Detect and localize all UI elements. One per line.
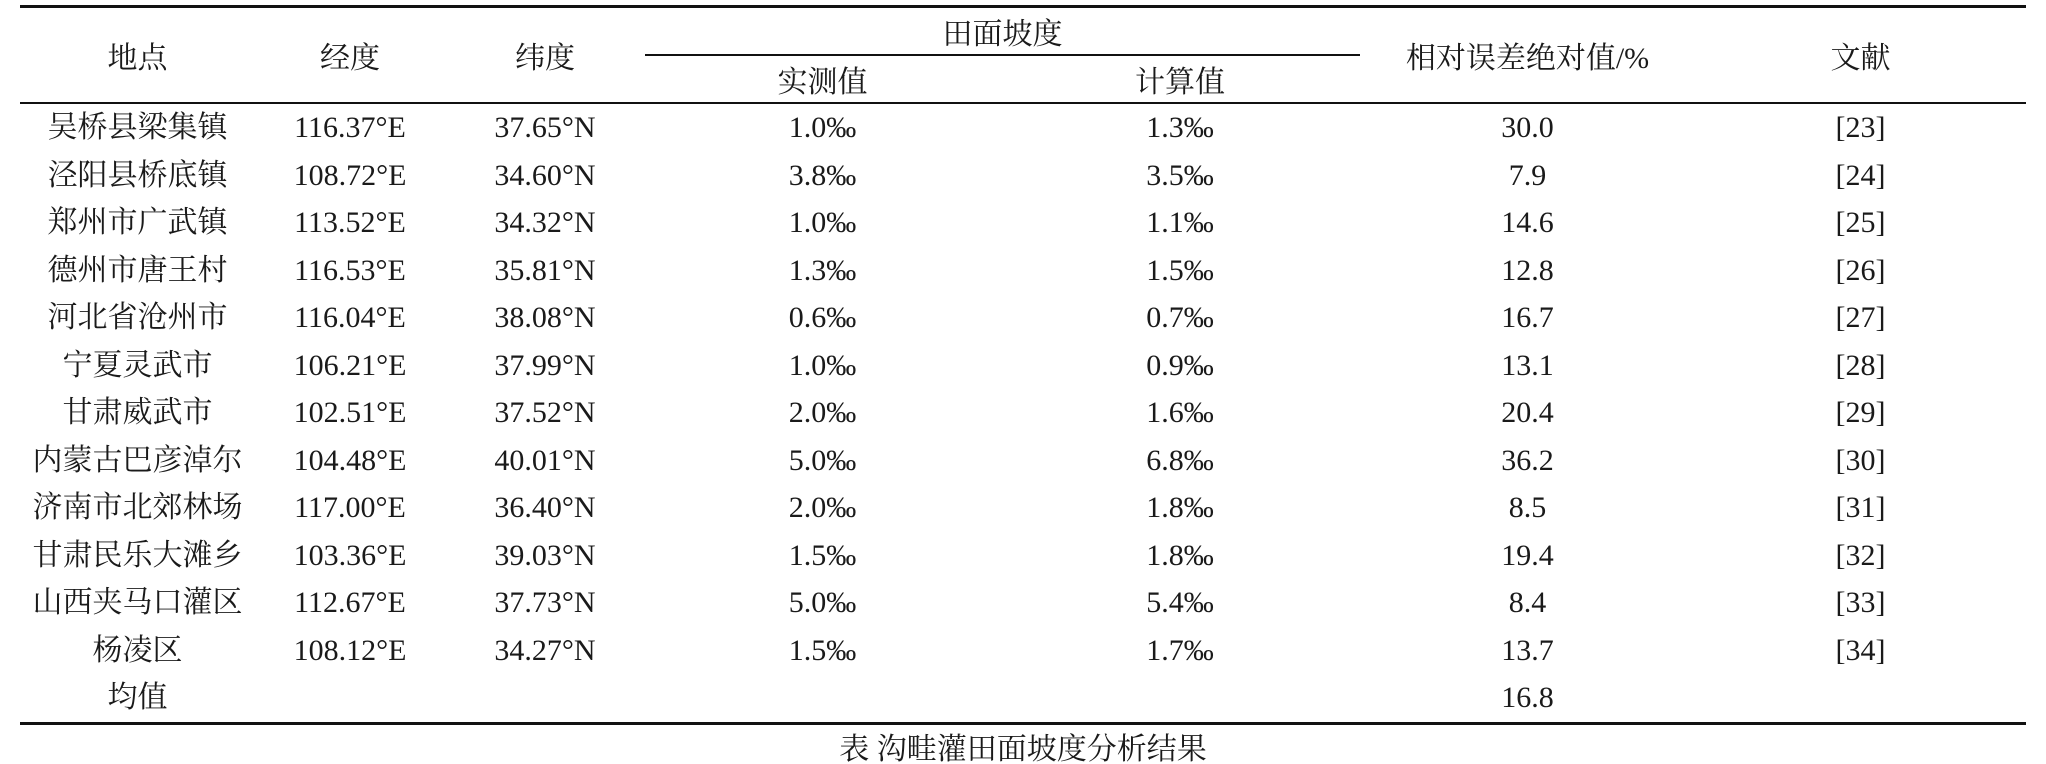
cell-measured [645,674,1000,723]
table-row [20,532,2026,580]
table-row [20,674,2026,723]
table-row [20,247,2026,295]
cell-longitude: 116.04°E [294,301,406,334]
cell-calculated: 1.3‰ [1146,111,1214,144]
cell-relative-error: 13.1 [1501,348,1554,382]
cell-calculated: 1.6‰ [1146,396,1214,429]
cell-relative-error: 20.4 [1501,396,1554,429]
cell-latitude: 37.65°N [494,111,596,144]
cell-relative-error: 16.8 [1360,674,1695,723]
cell-location: 山西夹马口灌区 [32,586,243,619]
cell-longitude: 108.72°E [293,158,407,192]
cell-reference: [30] [1835,443,1886,477]
cell-reference: [23] [1835,111,1886,144]
cell-measured: 1.5‰ [788,538,857,572]
cell-latitude [445,674,645,723]
cell-latitude: 37.52°N [494,396,596,429]
cell-calculated: 1.8‰ [1146,538,1214,572]
cell-calculated: 0.9‰ [1146,348,1214,382]
cell-reference: [27] [1835,301,1886,334]
slope-comparison-table [20,5,2026,725]
cell-location: 泾阳县桥底镇 [47,158,228,192]
cell-calculated: 0.7‰ [1146,301,1214,334]
cell-reference: [32] [1835,538,1886,572]
cell-latitude: 38.08°N [494,301,596,334]
cell-measured: 1.0‰ [788,111,857,144]
cell-longitude: 116.53°E [294,253,406,287]
table-row [20,484,2026,532]
cell-location: 杨凌区 [92,633,183,667]
cell-longitude: 102.51°E [293,396,407,429]
cell-relative-error: 36.2 [1501,443,1554,477]
cell-reference: [31] [1835,491,1886,524]
cell-calculated: 5.4‰ [1146,586,1214,619]
cell-relative-error: 30.0 [1501,111,1554,144]
cell-reference: [33] [1835,586,1886,619]
table-row [20,627,2026,675]
table-row [20,103,2026,152]
cell-relative-error: 14.6 [1501,206,1554,239]
cell-relative-error: 13.7 [1501,633,1554,667]
header-reference: 文献 [1695,7,2026,104]
cell-location: 济南市北郊林场 [32,491,243,524]
header-location: 地点 [20,7,255,104]
cell-calculated: 1.7‰ [1146,633,1214,667]
cell-reference: [25] [1835,206,1886,239]
cell-longitude: 112.67°E [294,586,406,619]
cell-location: 德州市唐王村 [47,253,228,287]
cell-relative-error: 7.9 [1508,158,1547,192]
cell-longitude: 103.36°E [293,538,407,572]
cell-location: 宁夏灵武市 [62,348,213,382]
cell-calculated: 1.5‰ [1146,253,1214,287]
cell-latitude: 34.27°N [494,633,596,667]
cell-reference: [26] [1835,253,1886,287]
cell-longitude: 117.00°E [294,491,406,524]
cell-reference: [24] [1835,158,1886,192]
cell-calculated: 1.1‰ [1146,206,1214,239]
cell-location: 均值 [20,674,255,723]
header-measured: 实测值 [645,55,1000,103]
cell-reference: [28] [1835,348,1886,382]
cell-latitude: 37.99°N [494,348,596,382]
header-latitude: 纬度 [445,7,645,104]
cell-location: 吴桥县梁集镇 [47,111,228,144]
table-body [20,103,2026,723]
cell-latitude: 35.81°N [494,253,596,287]
cell-location: 内蒙古巴彦淖尔 [32,443,243,477]
cell-latitude: 40.01°N [494,443,596,477]
cell-location: 河北省沧州市 [47,301,228,334]
cell-location: 甘肃威武市 [62,396,213,429]
cell-latitude: 37.73°N [494,586,596,619]
cell-measured: 1.0‰ [788,206,857,239]
table-row [20,294,2026,342]
table-row [20,199,2026,247]
header-calculated: 计算值 [1000,55,1360,103]
cell-reference [1695,674,2026,723]
header-relative-error: 相对误差绝对值/% [1360,7,1695,104]
cell-latitude: 36.40°N [494,491,596,524]
cell-calculated: 3.5‰ [1146,158,1214,192]
cell-calculated: 6.8‰ [1146,443,1214,477]
cell-location: 甘肃民乐大滩乡 [32,538,243,572]
table-row [20,342,2026,390]
cell-longitude [255,674,445,723]
cell-calculated: 1.8‰ [1146,491,1214,524]
cell-relative-error: 12.8 [1501,253,1554,287]
table-row [20,389,2026,437]
cell-relative-error: 8.4 [1508,586,1547,619]
cell-relative-error: 16.7 [1501,301,1554,334]
cell-measured: 1.5‰ [788,633,857,667]
cell-relative-error: 19.4 [1501,538,1554,572]
data-table-container [20,5,2026,725]
cell-longitude: 106.21°E [293,348,407,382]
table-row [20,579,2026,627]
cell-measured: 5.0‰ [788,443,857,477]
cell-longitude: 104.48°E [293,443,407,477]
cell-measured: 1.0‰ [788,348,857,382]
cell-location: 郑州市广武镇 [47,206,228,239]
cell-latitude: 34.32°N [494,206,596,239]
cell-relative-error: 8.5 [1508,491,1547,524]
table-caption: 表 沟畦灌田面坡度分析结果 [839,733,1207,764]
cell-longitude: 113.52°E [294,206,406,239]
table-row [20,152,2026,200]
cell-calculated [1000,674,1360,723]
cell-latitude: 39.03°N [494,538,596,572]
cell-measured: 1.3‰ [788,253,857,287]
cell-longitude: 108.12°E [293,633,407,667]
cell-latitude: 34.60°N [494,158,596,192]
cell-measured: 2.0‰ [788,491,857,524]
cell-reference: [29] [1835,396,1886,429]
table-row [20,437,2026,485]
header-slope-group: 田面坡度 [645,7,1360,56]
cell-reference: [34] [1835,633,1886,667]
cell-measured: 3.8‰ [788,158,857,192]
cell-measured: 5.0‰ [788,586,857,619]
cell-measured: 0.6‰ [788,301,857,334]
header-longitude: 经度 [255,7,445,104]
cell-longitude: 116.37°E [294,111,406,144]
cell-measured: 2.0‰ [788,396,857,429]
